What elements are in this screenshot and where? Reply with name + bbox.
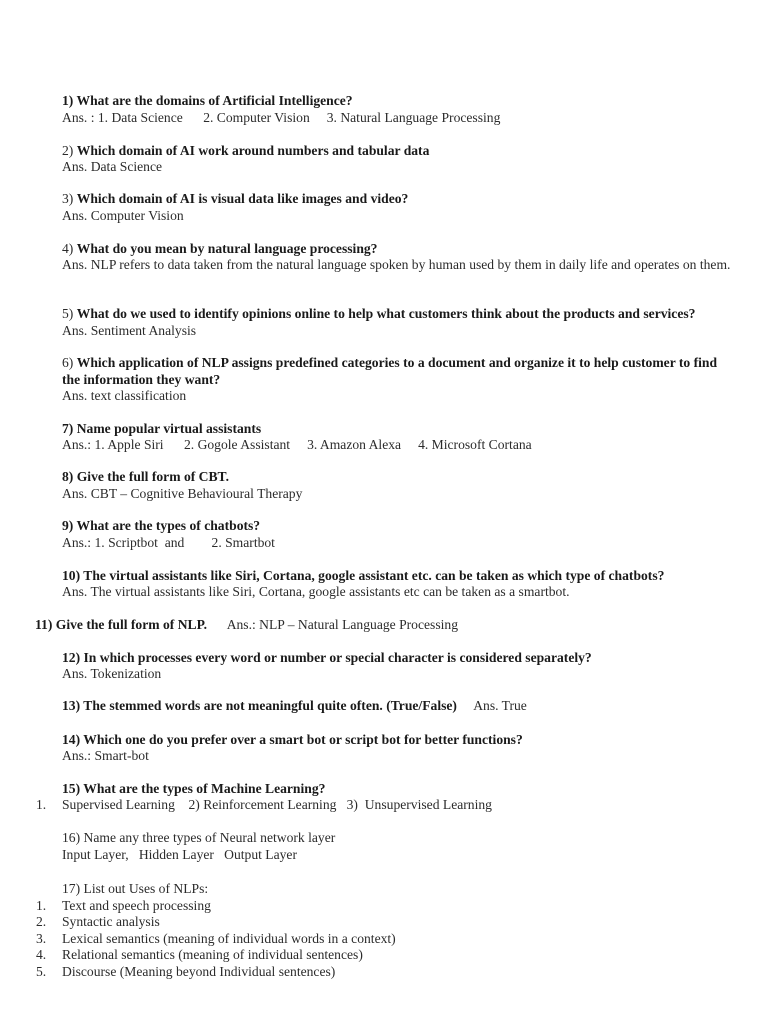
answer-14: Ans.: Smart-bot — [62, 748, 149, 763]
list-item: Relational semantics (meaning of individual sentences) — [62, 947, 363, 962]
question-4 — [62, 240, 377, 257]
question-15: 15) What are the types of Machine Learning? — [62, 781, 326, 796]
question-number: 5) — [62, 306, 77, 321]
answer-13: Ans. True — [473, 698, 527, 713]
list-item: Lexical semantics (meaning of individual words in a context) — [62, 931, 396, 946]
question-17: 17) List out Uses of NLPs: — [62, 881, 209, 896]
question-14: 14) Which one do you prefer over a smart bot or script bot for better functions? — [62, 732, 523, 747]
question-13 — [62, 697, 527, 714]
answer-3: Ans. Computer Vision — [62, 208, 184, 223]
answer-15: Supervised Learning 2) Reinforcement Learning 3) Unsupervised Learning — [62, 797, 492, 812]
question-number: 6) — [62, 355, 77, 370]
question-9: 9) What are the types of chatbots? — [62, 518, 261, 533]
question-8: 8) Give the full form of CBT. — [62, 469, 230, 484]
list-item: Syntactic analysis — [62, 914, 160, 929]
answer-16: Input Layer, Hidden Layer Output Layer — [62, 847, 297, 862]
answer-5: Ans. Sentiment Analysis — [62, 323, 197, 338]
question-5 — [62, 305, 695, 322]
list-number: 5. — [36, 964, 47, 979]
question-3 — [62, 190, 408, 207]
list-number: 4. — [36, 947, 47, 962]
question-text: Which domain of AI is visual data like images and video? — [76, 191, 409, 206]
question-text: What do you mean by natural language processing? — [76, 241, 378, 256]
list-item: Discourse (Meaning beyond Individual sentences) — [62, 964, 336, 979]
question-text: 13) The stemmed words are not meaningful quite often. (True/False) — [62, 698, 457, 713]
question-7: 7) Name popular virtual assistants — [62, 421, 262, 436]
question-number: 4) — [62, 241, 77, 256]
answer-8: Ans. CBT – Cognitive Behavioural Therapy — [62, 486, 303, 501]
question-number: 1) — [62, 93, 77, 108]
question-2 — [62, 142, 429, 159]
answer-11: Ans.: NLP – Natural Language Processing — [226, 617, 458, 632]
answer-7: Ans.: 1. Apple Siri 2. Gogole Assistant 3. Amazon Alexa 4. Microsoft Cortana — [62, 437, 532, 452]
list-number: 3. — [36, 931, 47, 946]
answer-9: Ans.: 1. Scriptbot and 2. Smartbot — [62, 535, 275, 550]
question-10: 10) The virtual assistants like Siri, Cortana, google assistant etc. can be taken as which type of chatbots? — [62, 568, 665, 583]
answer-1: Ans. : 1. Data Science 2. Computer Vision 3. Natural Language Processing — [62, 110, 501, 125]
question-number: 3) — [62, 191, 77, 206]
question-6 — [62, 354, 734, 388]
list-item: Text and speech processing — [62, 898, 211, 913]
question-text: 11) Give the full form of NLP. — [35, 617, 208, 632]
answer-2: Ans. Data Science — [62, 159, 163, 174]
question-16: 16) Name any three types of Neural network layer — [62, 830, 336, 845]
answer-6: Ans. text classification — [62, 388, 187, 403]
list-number: 1. — [36, 797, 47, 812]
question-1 — [62, 92, 353, 109]
question-text: Which application of NLP assigns predefined categories to a document and organize it to help customer to find the information they want? — [62, 355, 718, 387]
question-text: What are the domains of Artificial Intelligence? — [76, 93, 353, 108]
answer-12: Ans. Tokenization — [62, 666, 162, 681]
answer-4: Ans. NLP refers to data taken from the natural language spoken by human used by them in daily life and operates on them. — [62, 257, 731, 272]
answer-10: Ans. The virtual assistants like Siri, Cortana, google assistants etc can be taken as a smartbot. — [62, 584, 570, 599]
question-text: What do we used to identify opinions online to help what customers think about the products and services? — [76, 306, 696, 321]
question-11 — [35, 616, 458, 633]
question-number: 2) — [62, 143, 77, 158]
list-number: 2. — [36, 914, 47, 929]
question-text: Which domain of AI work around numbers and tabular data — [76, 143, 430, 158]
list-number: 1. — [36, 898, 47, 913]
question-12: 12) In which processes every word or number or special character is considered separately? — [62, 650, 592, 665]
